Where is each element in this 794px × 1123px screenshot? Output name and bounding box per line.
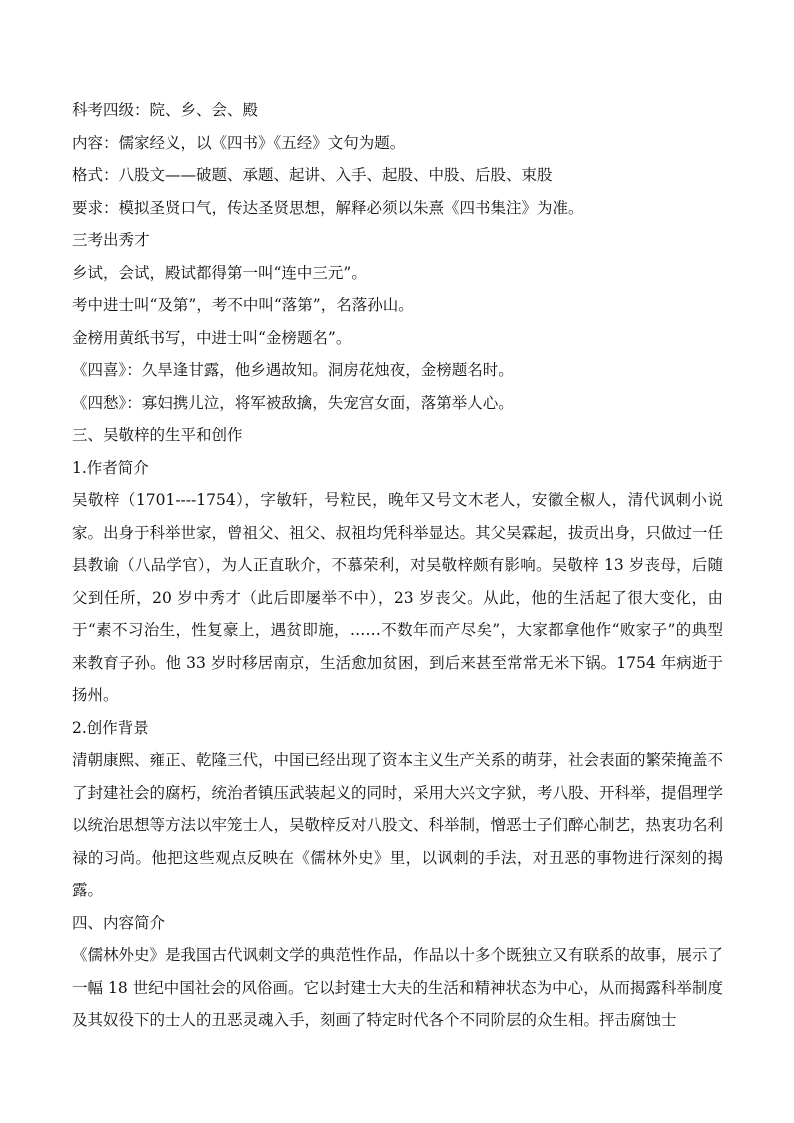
document-page: [72, 94, 723, 1037]
content-intro-paragraph: 《儒林外史》是我国古代讽刺文学的典范性作品，作品以十多个既独立又有联系的故事，展示了一幅 18 世纪中国社会的风俗画。它以封建士大夫的生活和精神状态为中心，从而揭露科举制度及其奴役下的士人的丑恶灵魂入手，刻画了特定时代各个不同阶层的众生相。抨击腐蚀士: [72, 946, 724, 1029]
content-intro-heading: 四、内容简介: [72, 913, 166, 932]
background-paragraph: 清朝康熙、雍正、乾隆三代，中国已经出现了资本主义生产关系的萌芽，社会表面的繁荣掩盖不了封建社会的腐朽，统治者镇压武装起义的同时，采用大兴文字狱，考八股、开科举，提倡理学以统治思想等方法以牢笼士人，吴敬梓反对八股文、科举制，憎恶士子们醉心制艺，热衷功名利禄的习尚。他把这些观点反映在《儒林外史》里，以讽刺的手法，对丑恶的事物进行深刻的揭露。: [72, 751, 724, 899]
text-line-8: 金榜用黄纸书写，中进士叫“金榜题名”。: [72, 328, 352, 347]
text-line-6: 乡试，会试，殿试都得第一叫“连中三元”。: [72, 263, 367, 282]
text-line-2: 内容：儒家经义，以《四书》《五经》文句为题。: [72, 133, 406, 152]
text-line-7: 考中进士叫“及第”，考不中叫“落第”，名落孙山。: [72, 296, 414, 314]
text-line-4: 要求：模拟圣贤口气，传达圣贤思想，解释必须以朱熹《四书集注》为准。: [72, 198, 584, 217]
section-title-biography: 三、吴敬梓的生平和创作: [72, 426, 243, 444]
text-line-9: 《四喜》：久旱逢甘露，他乡遇故知。洞房花烛夜，金榜题名时。: [72, 361, 514, 379]
background-heading: 2.创作背景: [72, 718, 149, 737]
text-line-5: 三考出秀才: [72, 231, 150, 249]
text-line-1: 科考四级：院、乡、会、殿: [72, 101, 259, 119]
author-intro-heading: 1.作者简介: [72, 458, 149, 477]
author-intro-paragraph: 吴敬梓（1701----1754），字敏轩，号粒民，晚年又号文木老人，安徽全椒人，清代讽刺小说家。出身于科举世家，曾祖父、祖父、叔祖均凭科举显达。其父吴霖起，拔贡出身，只做过一任县教谕（八品学官），为人正直耿介，不慕荣利，对吴敬梓颇有影响。吴敬梓 13 岁丧母，后随父到任所，20 岁中秀才（此后即屡举不中），23 岁丧父。从此，他的生活起了很大变化，由于“素不习治生，性复豪上，遇贫即施，……不数年而产尽矣”，大家都拿他作“败家子”的典型来教育子孙。他 33 岁时移居南京，生活愈加贫困，到后来甚至常常无米下锅。1754 年病逝于扬州。: [72, 491, 724, 704]
text-line-3: 格式：八股文——破题、承题、起讲、入手、起股、中股、后股、束股: [72, 166, 553, 184]
text-line-10: 《四愁》：寡妇携儿泣，将军被敌擒，失宠宫女面，落第举人心。: [72, 393, 514, 412]
